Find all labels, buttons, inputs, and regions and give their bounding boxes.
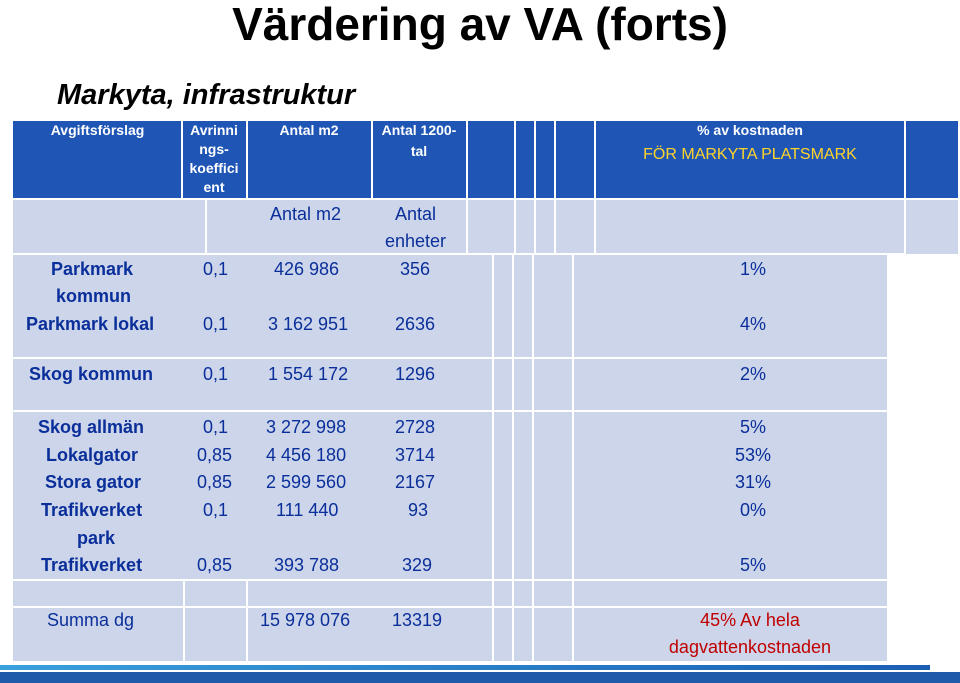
subheader-enheter: enheter (385, 231, 447, 251)
row-m2: 1 554 172 (268, 364, 349, 384)
row-coef: 0,1 (203, 500, 229, 520)
row-units: 1296 (395, 364, 436, 384)
row-units: 93 (408, 500, 429, 520)
page-title: Värdering av VA (forts) (232, 0, 728, 50)
footer-bar (0, 672, 960, 683)
row-m2: 4 456 180 (266, 445, 347, 465)
row-label-cont: kommun (56, 286, 132, 306)
row-units: 356 (400, 259, 431, 279)
row-label: Lokalgator (46, 445, 139, 465)
row-label: Skog kommun (29, 364, 154, 384)
row-pct: 1% (739, 259, 766, 279)
row-units: 2728 (395, 417, 436, 437)
row-coef: 0,1 (203, 364, 229, 384)
header-pct-av-kostnaden: % av kostnaden (697, 122, 803, 138)
row-units: 2167 (395, 472, 436, 492)
row-pct: 31% (734, 472, 771, 492)
row-m2: 3 272 998 (266, 417, 347, 437)
row-pct: 5% (739, 555, 766, 575)
row-m2: 393 788 (274, 555, 340, 575)
row-units: 329 (402, 555, 433, 575)
row-label-cont: park (77, 528, 116, 548)
header-avgiftsforslag: Avgiftsförslag (50, 122, 145, 138)
row-coef: 0,85 (197, 472, 233, 492)
row-coef: 0,1 (203, 314, 229, 334)
row-pct: 0% (739, 500, 766, 520)
row-pct: 5% (739, 417, 766, 437)
row-label: Trafikverket (41, 555, 143, 575)
row-coef: 0,85 (197, 555, 233, 575)
subheader-antal: Antal (395, 204, 437, 224)
row-pct: 4% (739, 314, 766, 334)
summary-m2: 15 978 076 (260, 610, 351, 630)
row-coef: 0,1 (203, 417, 229, 437)
header-avrinningskoefficient: Avrinni ngs- koeffici ent (189, 122, 239, 195)
row-pct: 53% (734, 445, 771, 465)
header-antal-1200-tal: Antal 1200- tal (381, 122, 457, 159)
row-m2: 111 440 (276, 500, 339, 520)
row-label: Parkmark lokal (26, 314, 155, 334)
summary-label: Summa dg (47, 610, 135, 630)
row-coef: 0,85 (197, 445, 233, 465)
row-label: Parkmark (51, 259, 134, 279)
row-m2: 3 162 951 (268, 314, 349, 334)
row-m2: 426 986 (274, 259, 340, 279)
row-pct: 2% (739, 364, 766, 384)
row-m2: 2 599 560 (266, 472, 347, 492)
row-label: Skog allmän (38, 417, 145, 437)
row-units: 3714 (395, 445, 436, 465)
row-label: Stora gator (45, 472, 142, 492)
header-antal-m2: Antal m2 (279, 122, 339, 138)
header-markyta-platsmark: FÖR MARKYTA PLATSMARK (643, 146, 857, 163)
table-body (13, 199, 958, 661)
footer-accent-line (0, 665, 930, 670)
summary-pct-line1: 45% Av hela (700, 610, 800, 630)
summary-pct-line2: dagvattenkostnaden (668, 637, 832, 657)
summary-units: 13319 (392, 610, 443, 630)
row-units: 2636 (395, 314, 436, 334)
row-label: Trafikverket (41, 500, 143, 520)
page-subtitle: Markyta, infrastruktur (57, 79, 356, 111)
row-coef: 0,1 (203, 259, 229, 279)
subheader-antal-m2: Antal m2 (270, 204, 342, 224)
